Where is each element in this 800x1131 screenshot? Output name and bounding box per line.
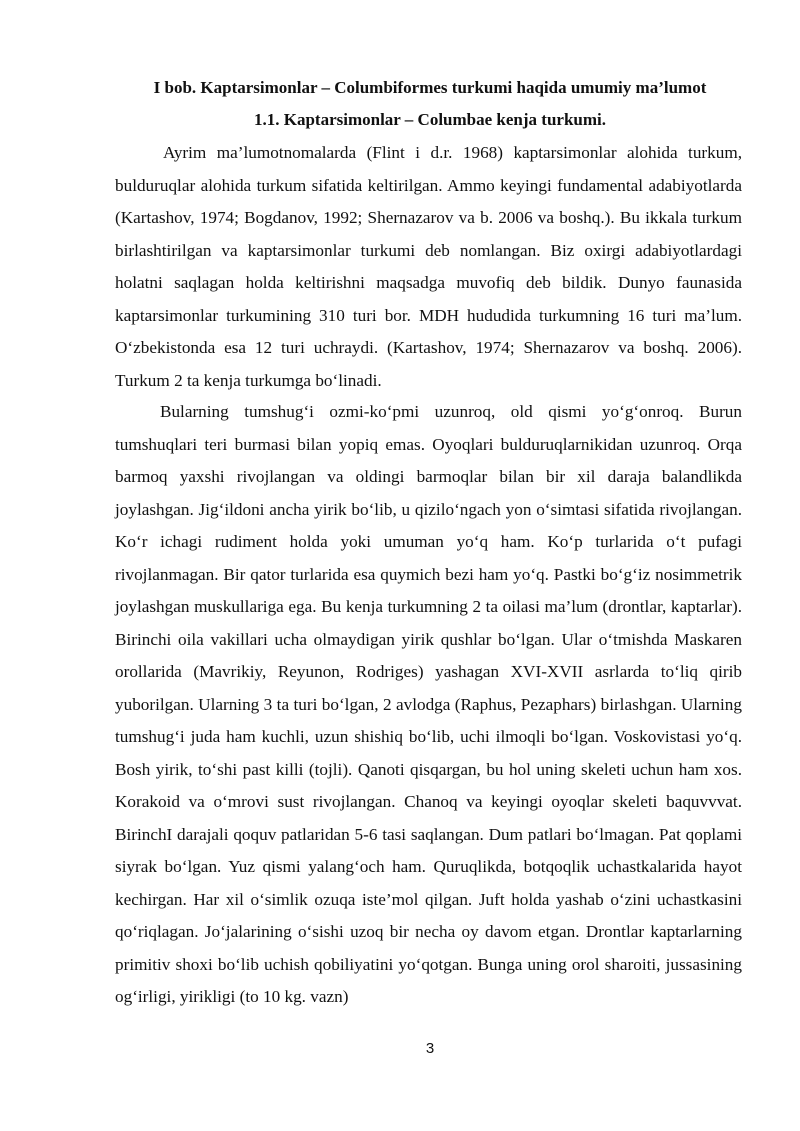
paragraph-description: Bularning tumshug‘i ozmi-ko‘pmi uzunroq, old qismi yo‘g‘onroq. Burun tumshuqlari teri burmasi bilan yopiq emas. Oyoqlari bulduruqlarnikidan uzunroq. Orqa barmoq yaxshi rivojlangan va oldingi barmoqlar bilan bir xil daraja balandlikda joylashgan. Jig‘ildoni ancha yirik bo‘lib, u qizilo‘ngach yon o‘simtasi sifatida rivojlangan. Ko‘r ichagi rudiment holda yoki umuman yo‘q ham. Ko‘p turlarida o‘t pufagi rivojlanmagan. Bir qator turlarida esa quymich bezi ham yo‘q. Pastki bo‘g‘iz nosimmetrik joylashgan muskullariga ega. Bu kenja turkumning 2 ta oilasi ma’lum (drontlar, kaptarlar). Birinchi oila vakillari ucha olmaydigan yirik qushlar bo‘lgan. Ular o‘tmishda Maskaren orollarida (Mavrikiy, Reyunon, Rodriges) yashagan XVI-XVII asrlarda to‘liq qirib yuborilgan. Ularning 3 ta turi bo‘lgan, 2 avlodga (Raphus, Pezaphars) birlashgan. Ularning tumshug‘i juda ham kuchli, uzun shishiq bo‘lib, uchi ilmoqli bo‘lgan. Voskovistasi yo‘q. Bosh yirik, to‘shi past killi (tojli). Qanoti qisqargan, bu hol uning skeleti uchun ham xos. Korakoid va o‘mrovi sust rivojlangan. Chanoq va keyingi oyoqlar skeleti baquvvvat. BirinchI darajali qoquv patlaridan 5-6 tasi saqlangan. Dum patlari bo‘lmagan. Pat qoplami siyrak bo‘lgan. Yuz qismi yalang‘och ham. Quruqlikda, botqoqlik uchastkalarida hayot kechirgan. Har xil o‘simlik ozuqa iste’mol qilgan. Juft holda yashab o‘zini uchastkasini qo‘riqlagan. Jo‘jalarining o‘sishi uzoq bir necha oy davom etgan. Drontlar kaptarlarning primitiv shoxi bo‘lib uchish qobiliyatini yo‘qotgan. Bunga uning orol sharoiti, jussasining og‘irligi, yirikligi (to 10 kg. vazn) xyxy=(115,402,742,1006)
page-number: 3 xyxy=(425,1040,435,1057)
section-heading: 1.1. Kaptarsimonlar – Columbae kenja turkumi. xyxy=(254,110,606,129)
paragraph-intro: Ayrim ma’lumotnomalarda (Flint i d.r. 1968) kaptarsimonlar alohida turkum, bulduruqlar alohida turkum sifatida keltirilgan. Ammo keyingi fundamental adabiyotlarda (Kartashov, 1974; Bogdanov, 1992; Shernazarov va b. 2006 va boshq.). Bu ikkala turkum birlashtirilgan va kaptarsimonlar turkumi deb nomlangan. Biz oxirgi adabiyotlardagi holatni saqlagan holda keltirishni maqsadga muvofiq deb bildik. Dunyo faunasida kaptarsimonlar turkumining 310 turi bor. MDH hududida turkumning 16 turi ma’lum. O‘zbekistonda esa 12 turi uchraydi. (Kartashov, 1974; Shernazarov va boshq. 2006). Turkum 2 ta kenja turkumga bo‘linadi. xyxy=(115,143,742,390)
body-section-2 xyxy=(115,396,742,1014)
chapter-heading: I bob. Kaptarsimonlar – Columbiformes turkumi haqida umumiy ma’lumot xyxy=(153,78,707,97)
body-section-1 xyxy=(115,137,742,397)
